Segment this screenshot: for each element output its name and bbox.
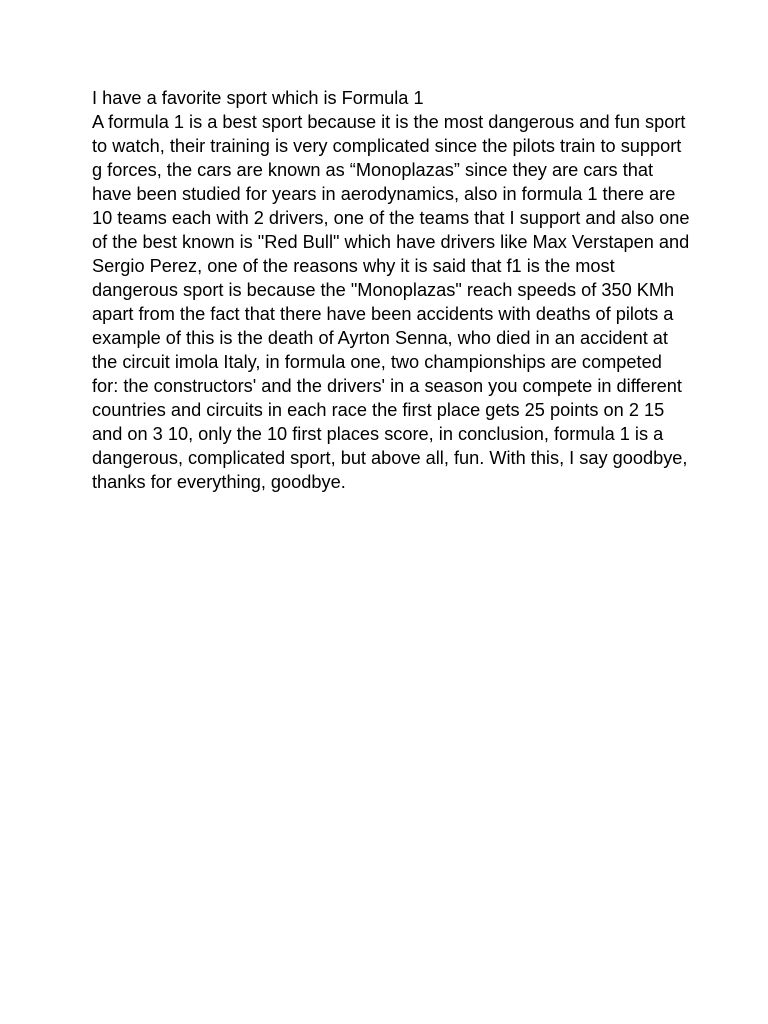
document-title: I have a favorite sport which is Formula 1	[92, 88, 424, 108]
document-text-block	[92, 86, 692, 494]
document-body-paragraph: A formula 1 is a best sport because it is the most dangerous and fun sport to watch, their training is very complicated since the pilots train to support g forces, the cars are known as “Monoplazas” since they are cars that have been studied for years in aerodynamics, also in formula 1 there are 10 teams each with 2 drivers, one of the teams that I support and also one of the best known is "Red Bull" which have drivers like Max Verstapen and Sergio Perez, one of the reasons why it is said that f1 is the most dangerous sport is because the "Monoplazas" reach speeds of 350 KMh apart from the fact that there have been accidents with deaths of pilots a example of this is the death of Ayrton Senna, who died in an accident at the circuit imola Italy, in formula one, two championships are competed for: the constructors' and the drivers' in a season you compete in different countries and circuits in each race the first place gets 25 points on 2 15 and on 3 10, only the 10 first places score, in conclusion, formula 1 is a dangerous, complicated sport, but above all, fun. With this, I say goodbye, thanks for everything, goodbye.	[92, 112, 690, 492]
